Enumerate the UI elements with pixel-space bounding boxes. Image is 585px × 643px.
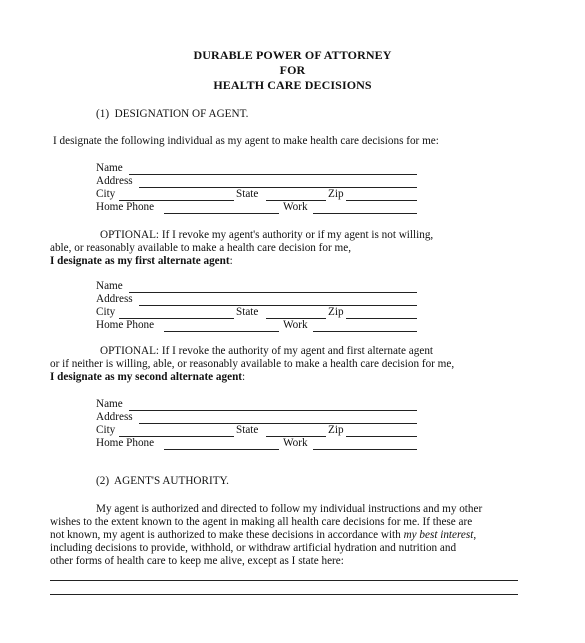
section2-title: AGENT'S AUTHORITY (114, 475, 227, 487)
alt2-home-phone-field[interactable] (164, 449, 279, 450)
alt1-work-phone-field[interactable] (313, 331, 417, 332)
alt2-name-label: Name (96, 398, 123, 410)
first-alternate-agent-heading: I designate as my first alternate agent (50, 255, 230, 267)
alt2-zip-field[interactable] (346, 436, 417, 437)
alt2-name-field[interactable] (129, 410, 417, 411)
agent-address-label: Address (96, 175, 133, 187)
agent-address-field[interactable] (139, 187, 417, 188)
second-alternate-agent-heading: I designate as my second alternate agent (50, 371, 243, 383)
alt1-state-label: State (236, 306, 259, 318)
agent-work-phone-field[interactable] (313, 213, 417, 214)
agent-work-label: Work (283, 201, 308, 213)
agent-home-phone-field[interactable] (164, 213, 279, 214)
optional2-line1: OPTIONAL: If I revoke the authority of my agent and first alternate agent (100, 345, 434, 357)
alt1-home-phone-label: Home Phone (96, 319, 155, 331)
alt1-address-label: Address (96, 293, 133, 305)
alt2-address-label: Address (96, 411, 133, 423)
alt1-home-phone-field[interactable] (164, 331, 279, 332)
alt1-zip-field[interactable] (346, 318, 417, 319)
agent-home-phone-label: Home Phone (96, 201, 155, 213)
alt2-work-phone-field[interactable] (313, 449, 417, 450)
section1-title: DESIGNATION OF AGENT (114, 108, 246, 120)
section2-number: (2) (96, 475, 110, 487)
instructions-field-line2[interactable] (50, 594, 518, 595)
optional1-line2: able, or reasonably available to make a health care decision for me, (50, 242, 351, 254)
document-title-line1: DURABLE POWER OF ATTORNEY (193, 48, 392, 62)
section1-heading: (1) DESIGNATION OF AGENT. (96, 108, 249, 120)
alt1-work-label: Work (283, 319, 308, 331)
alt1-name-field[interactable] (129, 292, 417, 293)
agent-state-label: State (236, 188, 259, 200)
agent-zip-field[interactable] (346, 200, 417, 201)
alt2-zip-label: Zip (328, 424, 344, 436)
agent-name-label: Name (96, 162, 123, 174)
alt1-zip-label: Zip (328, 306, 344, 318)
section2-para-line2: wishes to the extent known to the agent in making all health care decisions for me. If these are (50, 516, 473, 528)
section1-number: (1) (96, 108, 110, 120)
alt2-state-label: State (236, 424, 259, 436)
agent-zip-label: Zip (328, 188, 344, 200)
optional1-line3: I designate as my first alternate agent: (50, 255, 233, 267)
alt1-name-label: Name (96, 280, 123, 292)
best-interest-emphasis: my best interest (403, 529, 474, 541)
section2-para-line3: not known, my agent is authorized to make these decisions in accordance with my best interest, (50, 529, 477, 541)
alt2-address-field[interactable] (139, 423, 417, 424)
section1-intro: I designate the following individual as my agent to make health care decisions for me: (53, 135, 439, 147)
alt1-address-field[interactable] (139, 305, 417, 306)
optional2-line2: or if neither is willing, able, or reasonably available to make a health care decision for me, (50, 358, 455, 370)
section2-para-line1: My agent is authorized and directed to follow my individual instructions and my other (96, 503, 483, 515)
alt1-city-label: City (96, 306, 116, 318)
alt2-work-label: Work (283, 437, 308, 449)
alt2-city-label: City (96, 424, 116, 436)
document-title-line3: HEALTH CARE DECISIONS (213, 78, 372, 92)
optional2-line3: I designate as my second alternate agent: (50, 371, 246, 383)
document-title-line2: FOR (279, 63, 306, 77)
section2-para-line5: other forms of health care to keep me alive, except as I state here: (50, 555, 344, 567)
instructions-field-line1[interactable] (50, 580, 518, 581)
agent-city-label: City (96, 188, 116, 200)
section2-heading: (2) AGENT'S AUTHORITY. (96, 475, 229, 487)
section2-para-line4: including decisions to provide, withhold, or withdraw artificial hydration and nutrition and (50, 542, 457, 554)
alt2-home-phone-label: Home Phone (96, 437, 155, 449)
optional1-line1: OPTIONAL: If I revoke my agent's authority or if my agent is not willing, (100, 229, 434, 241)
agent-name-field[interactable] (129, 174, 417, 175)
